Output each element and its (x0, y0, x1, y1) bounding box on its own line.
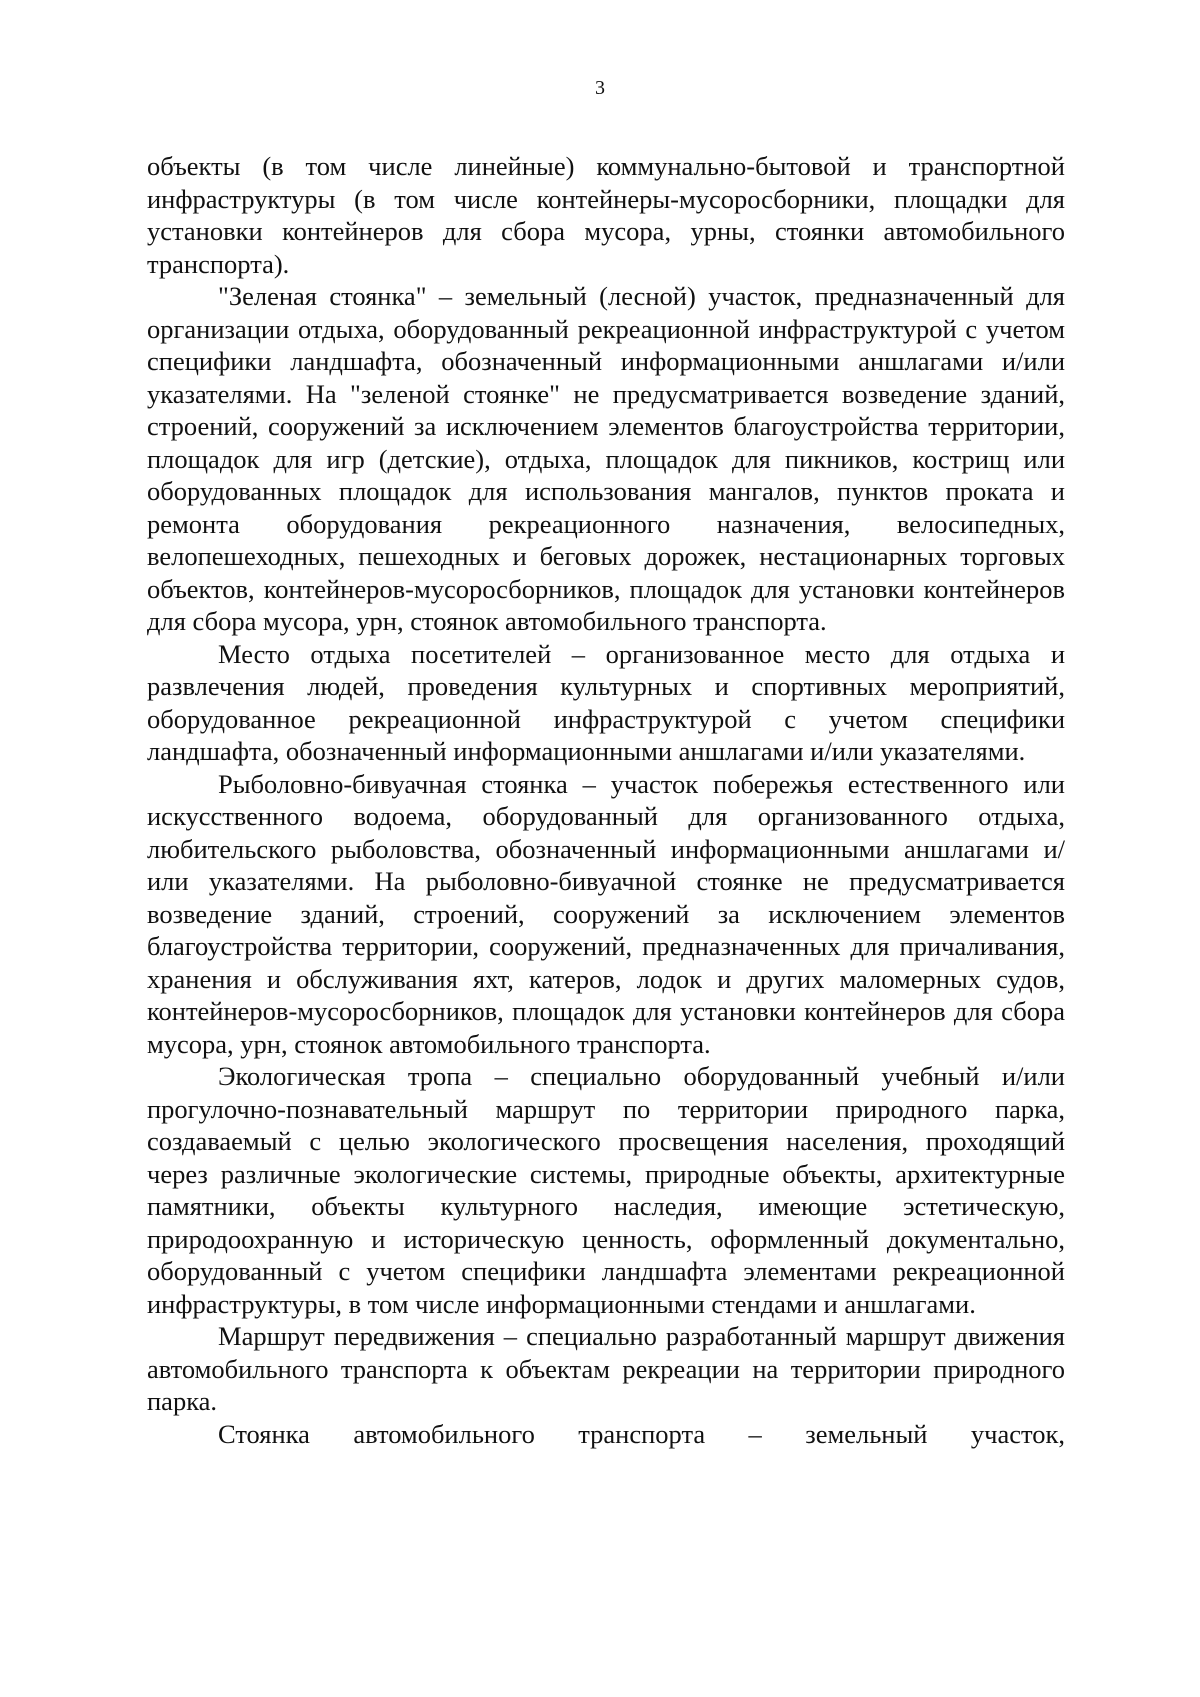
paragraph-fishing-camp-definition: Рыболовно-бивуачная стоянка – участок побережья естественного или искусственного водоема, оборудованный для организованного отдыха, любительского рыболовства, обозначенный информационными аншлагами и/или указателями. На рыболовно-бивуачной стоянке не предусматривается возведение зданий, строений, сооружений за исключением элементов благоустройства территории, сооружений, предназначенных для причаливания, хранения и обслуживания яхт, катеров, лодок и других маломерных судов, контейнеров-мусоросборников, площадок для установки контейнеров для сбора мусора, урн, стоянок автомобильного транспорта. (147, 768, 1065, 1059)
paragraph-green-parking-definition: "Зеленая стоянка" – земельный (лесной) участок, предназначенный для организации отдыха, оборудованный рекреационной инфраструктурой с учетом специфики ландшафта, обозначенный информационными аншлагами и/или указателями. На "зеленой стоянке" не предусматривается возведение зданий, строений, сооружений за исключением элементов благоустройства территории, площадок для игр (детские), отдыха, площадок для пикников, кострищ или оборудованных площадок для использования мангалов, пунктов проката и ремонта оборудования рекреационного назначения, велосипедных, велопешеходных, пешеходных и беговых дорожек, нестационарных торговых объектов, контейнеров-мусоросборников, площадок для установки контейнеров для сбора мусора, урн, стоянок автомобильного транспорта. (147, 281, 1065, 636)
document-body (147, 150, 1065, 1450)
paragraph-ecological-trail-definition: Экологическая тропа – специально оборудованный учебный и/или прогулочно-познавательный маршрут по территории природного парка, создаваемый с целью экологического просвещения населения, проходящий через различные экологические системы, природные объекты, архитектурные памятники, объекты культурного наследия, имеющие эстетическую, природоохранную и историческую ценность, оформленный документально, оборудованный с учетом специфики ландшафта элементами рекреационной инфраструктуры, в том числе информационными стендами и аншлагами. (147, 1061, 1065, 1319)
paragraph-travel-route-definition: Маршрут передвижения – специально разработанный маршрут движения автомобильного транспорта к объектам рекреации на территории природного парка. (147, 1321, 1065, 1416)
paragraph-infrastructure-continuation: объекты (в том числе линейные) коммунально-бытовой и транспортной инфраструктуры (в том числе контейнеры-мусоросборники, площадки для установки контейнеров для сбора мусора, урны, стоянки автомобильного транспорта). (147, 151, 1065, 279)
paragraph-vehicle-parking-definition: Стоянка автомобильного транспорта – земельный участок, (218, 1418, 1065, 1449)
page-number: 3 (595, 77, 605, 99)
paragraph-visitor-rest-area-definition: Место отдыха посетителей – организованное место для отдыха и развлечения людей, проведения культурных и спортивных мероприятий, оборудованное рекреационной инфраструктурой с учетом специфики ландшафта, обозначенный информационными аншлагами и/или указателями. (147, 638, 1065, 766)
